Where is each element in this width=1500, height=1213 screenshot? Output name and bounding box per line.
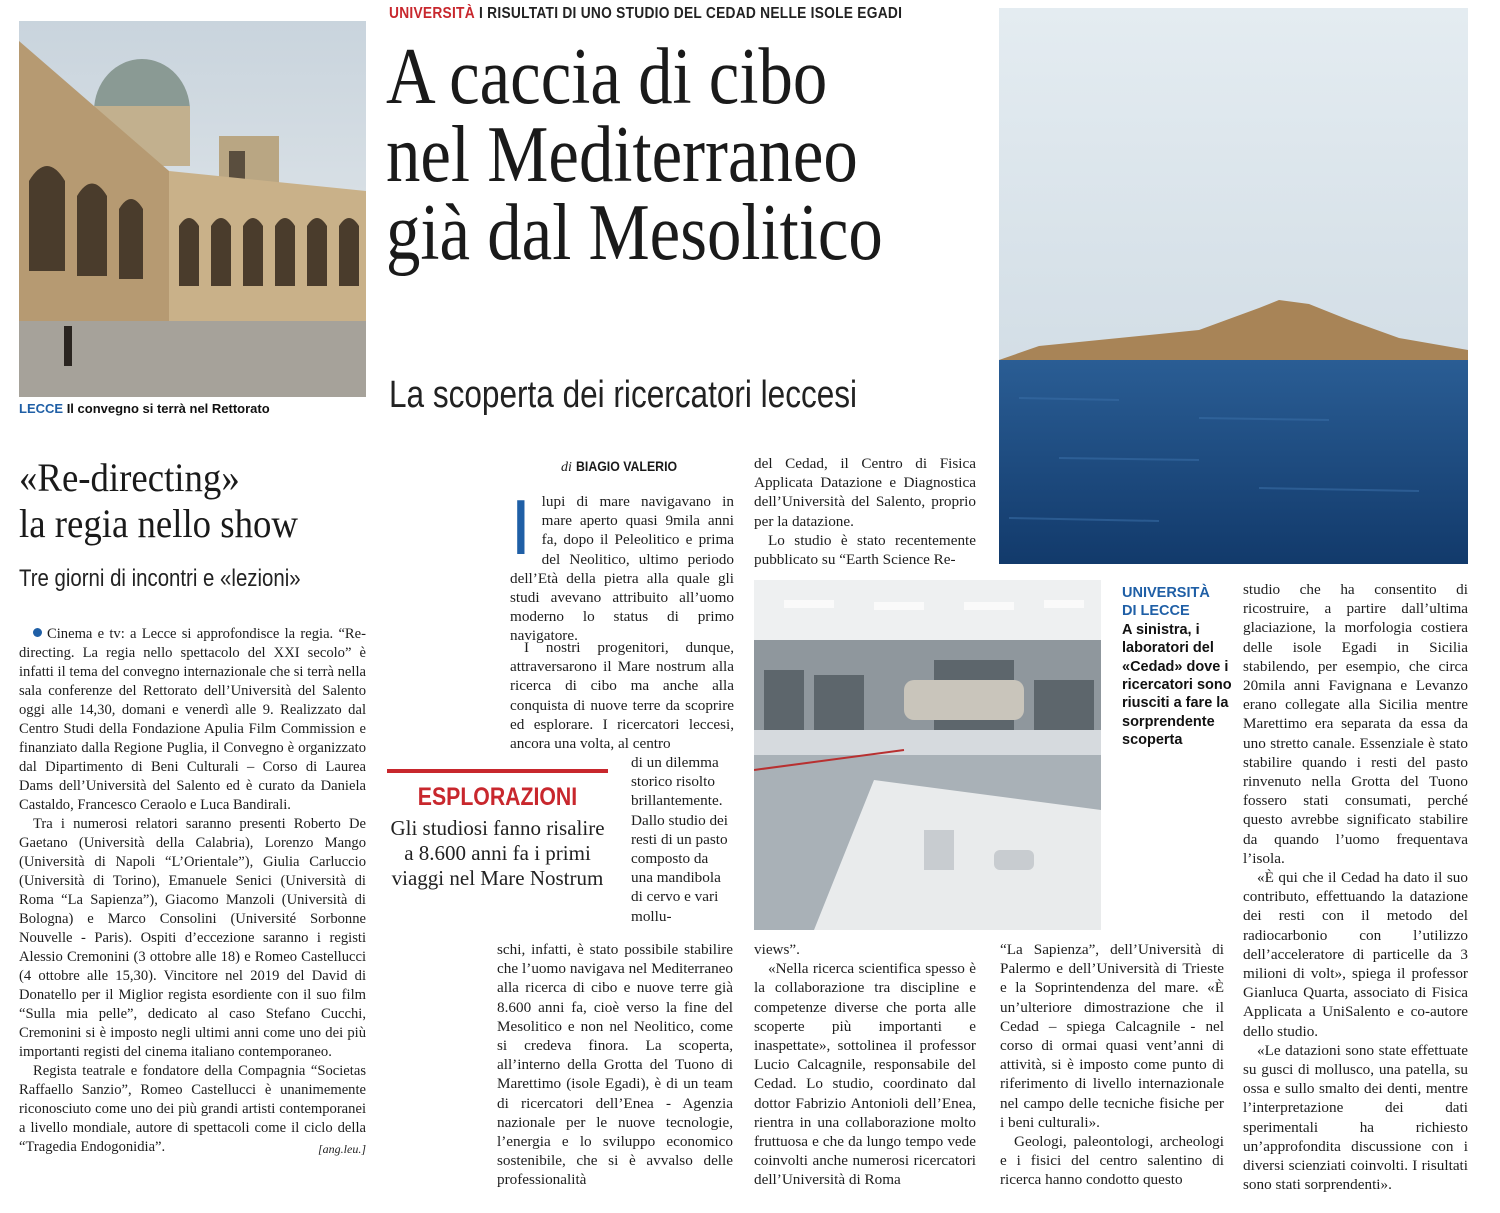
dropcap: I <box>510 483 532 571</box>
sidebar-paragraph-2: Tra i numerosi relatori saranno presenti Roberto De Gaetano (Università della Calabria), Lorenzo Mango (Università di Napoli “L’Orientale”), Giulia Carluccio (Università di Torino), Emanuele Senici (Università di Roma “La Sapienza”), Giacomo Manzoli (Università di Bologna) e Marco Consolini (Université Sorbonne Nouvelle - Paris). Ospiti d’eccezione saranno i registi Alessio Cremonini (3 ottobre alle 18) e Romeo Castellucci (4 ottobre alle 15,30). Vincitore nel 2019 del David di Donatello per il Miglior regista esordiente con il suo film “Sulla mia pelle”, dedicato al caso Stefano Cucchi, Cremonini si è imposto negli ultimi anni come uno dei più importanti registi del cinema italiano contemporaneo. <box>19 816 366 1060</box>
lab-caption-title-1: UNIVERSITÀ <box>1122 585 1210 601</box>
right-col-p3: «Le datazioni sono state effettuate su gusci di mollusco, una patella, su ossa e sullo smalto dei denti, mentre l’interpretazione dei dati sperimentali ha richiesto un’approfondita discussione con i diversi scienziati coinvolti. I risultati sono stati sorprendenti». <box>1243 1041 1468 1194</box>
article-top-right-2: Lo studio è stato recentemente pubblicato su “Earth Science Re- <box>754 531 976 569</box>
bottom-col4-p2: Geologi, paleontologi, archeologi e i fisici del centro salentino di ricerca hanno condotto questo <box>1000 1133 1224 1189</box>
article-col-1-middle <box>510 638 734 753</box>
bullet-icon <box>33 628 42 637</box>
headline-line-3: già dal Mesolitico <box>386 189 883 277</box>
article-col-1-top <box>510 483 734 646</box>
article-col-3-bottom <box>754 940 976 1190</box>
article-col-1-narrow <box>631 753 733 926</box>
article-col-1-bottom <box>497 940 733 1190</box>
photo-marettimo <box>999 8 1468 564</box>
article-paragraph-2c: schi, infatti, è stato possibile stabilire che l’uomo navigava nel Mediterraneo alla ricerca di cibo e nuove terre già 8.600 anni fa, cioè verso la fine del Mesolitico e non nel Neolitico, come si credeva finora. La scoperta, all’interno della Grotta del Tuono di Marettimo (isole Egadi), è di un team di ricercatori dell’Enea - Agenzia nazionale per le nuove tecnologie, l’energia e lo sviluppo economico sostenibile, che si è avvalso delle professionalità <box>497 941 733 1189</box>
photo-caption <box>19 401 369 416</box>
lab-caption <box>1122 584 1234 750</box>
sidebar-body <box>19 625 366 1159</box>
headline-line-2: nel Mediterraneo <box>386 111 858 199</box>
headline <box>386 33 883 277</box>
byline-name: BIAGIO VALERIO <box>576 458 678 474</box>
lab-caption-text: A sinistra, i laboratori del «Cedad» dove i ricercatori sono riusciti a fare la sorprendente scoperta <box>1122 621 1232 749</box>
article-right-col <box>1243 580 1468 1195</box>
sidebar-subtitle: Tre giorni di incontri e «lezioni» <box>19 565 301 592</box>
sidebar-paragraph-1: Cinema e tv: a Lecce si approfondisce la regia. “Re-directing. La regia nello spettacolo del XXI secolo” è infatti il tema del convegno internazionale che si terrà nella sala conferenze del Rettorato dell’Università del Salento oggi alle 14,30, domani e venerdì alle 9. Realizzato dal Centro Studi della Fondazione Apulia Film Commission e finanziato dalla Regione Puglia, il Convegno è organizzato dal Dipartimento di Beni Culturali – Corso di Laurea Dams dell’Università del Salento ed è curato da Daniela Castaldo, Francesco Ceraolo e Luca Bandirali. <box>19 626 366 813</box>
headline-line-1: A caccia di cibo <box>386 33 828 121</box>
article-paragraph-2b: di un dilemma storico risolto brillantemente. Dallo studio dei resti di un pasto composto da una mandibola di cervo e vari mollu- <box>631 754 729 925</box>
pullquote <box>387 769 608 891</box>
article-paragraph-2a: I nostri progenitori, dunque, attraversarono il Mare nostrum alla ricerca di cibo ma anche alla conquista di nuove terre da scoprire ed esplorare. I ricercatori leccesi, ancora una volta, al centro <box>510 639 734 753</box>
kicker <box>389 5 902 23</box>
photo-laboratorio <box>754 580 1101 930</box>
island-illustration <box>999 8 1468 564</box>
right-col-p2: «È qui che il Cedad ha dato il suo contributo, effettuando la datazione dei resti con il metodo del radiocarbonio con l’utilizzo dell’acceleratore di particelle da 3 milioni di volt», spiega il professor Gianluca Quarta, associato di Fisica Applicata a UniSalento e co-autore dello studio. <box>1243 869 1468 1040</box>
byline <box>561 458 691 476</box>
pullquote-text: Gli studiosi fanno risalire a 8.600 anni fa i primi viaggi nel Mare Nostrum <box>390 816 605 890</box>
lab-caption-title-2: DI LECCE <box>1122 603 1190 620</box>
bottom-col4-p1: “La Sapienza”, dell’Università di Palermo e dell’Università di Trieste e la Soprintendenza del mare. «È un’ulteriore dimostrazione che il Cedad – spiega Calcagnile - nel corso di ormai quasi vent’anni di attività, si è imposto come punto di riferimento di livello internazionale nel campo delle tecniche fisiche per i beni culturali». <box>1000 941 1224 1131</box>
article-col-4-bottom <box>1000 940 1224 1190</box>
caption-text: Il convegno si terrà nel Rettorato <box>66 401 270 416</box>
headline-subtitle: La scoperta dei ricercatori leccesi <box>389 374 858 416</box>
article-col-2-top <box>754 454 976 569</box>
sidebar-paragraph-3: Regista teatrale e fondatore della Compagnia “Societas Raffaello Sanzio”, Romeo Castellucci è unanimemente riconosciuto come uno dei più grandi artisti contemporanei a livello mondiale, autore di spettacoli come il ciclo della “Tragedia Endogonidia”. <box>19 1063 366 1155</box>
right-col-p1: studio che ha consentito di ricostruire, a partire dall’ultima glaciazione, la morfologia costiera delle isole Egadi in Sicilia stabilendo, per esempio, che circa 20mila anni Favignana e Levanzo erano collegate alla Sicilia mentre Marettimo era separata da essa da uno stretto canale. Essenziale è stato stabilire quando i resti del pasto rinvenuto nella Grotta del Tuono fossero stati consumati, perché questo avrebbe significato stabilire da quando l’uomo frequentava l’isola. <box>1243 581 1468 867</box>
sidebar-title <box>19 455 298 547</box>
kicker-text: I RISULTATI DI UNO STUDIO DEL CEDAD NELLE ISOLE EGADI <box>479 5 903 22</box>
bottom-col3-p2: «Nella ricerca scientifica spesso è la collaborazione tra discipline e competenze diverse che porta alle scoperte più importanti e inaspettate», sottolinea il professor Lucio Calcagnile, responsabile del Cedad. Lo studio, coordinato dal dottor Fabrizio Antonioli dell’Enea, rientra in una collaborazione molto fruttuosa e che da lungo tempo vede coinvolti anche numerosi ricercatori dell’Università di Roma <box>754 960 976 1189</box>
byline-prefix: di <box>561 460 572 475</box>
bottom-col3-p1: views”. <box>754 941 800 958</box>
lab-illustration <box>754 580 1101 930</box>
sidebar-title-line-2: la regia nello show <box>19 501 298 546</box>
sidebar-title-line-1: «Re-directing» <box>19 455 240 500</box>
article-lead: Ilupi di mare navigavano in mare aperto quasi 9mila anni fa, dopo il Peleolitico e prima del Neolitico, ultimo periodo dell’Età della pietra alla quale gli studi avevano attribuito all’uomo moderno lo status di primo navigatore. <box>510 483 734 645</box>
photo-rettorato <box>19 21 366 397</box>
article-top-right: del Cedad, il Centro di Fisica Applicata Datazione e Diagnostica dell’Università del Salento, proprio per la datazione. <box>754 455 976 530</box>
cloister-illustration <box>19 21 366 397</box>
sidebar-signature: [ang.leu.] <box>318 1142 366 1156</box>
pullquote-label: ESPLORAZIONI <box>417 783 578 811</box>
kicker-section: UNIVERSITÀ <box>389 5 475 22</box>
caption-place: LECCE <box>19 401 64 416</box>
